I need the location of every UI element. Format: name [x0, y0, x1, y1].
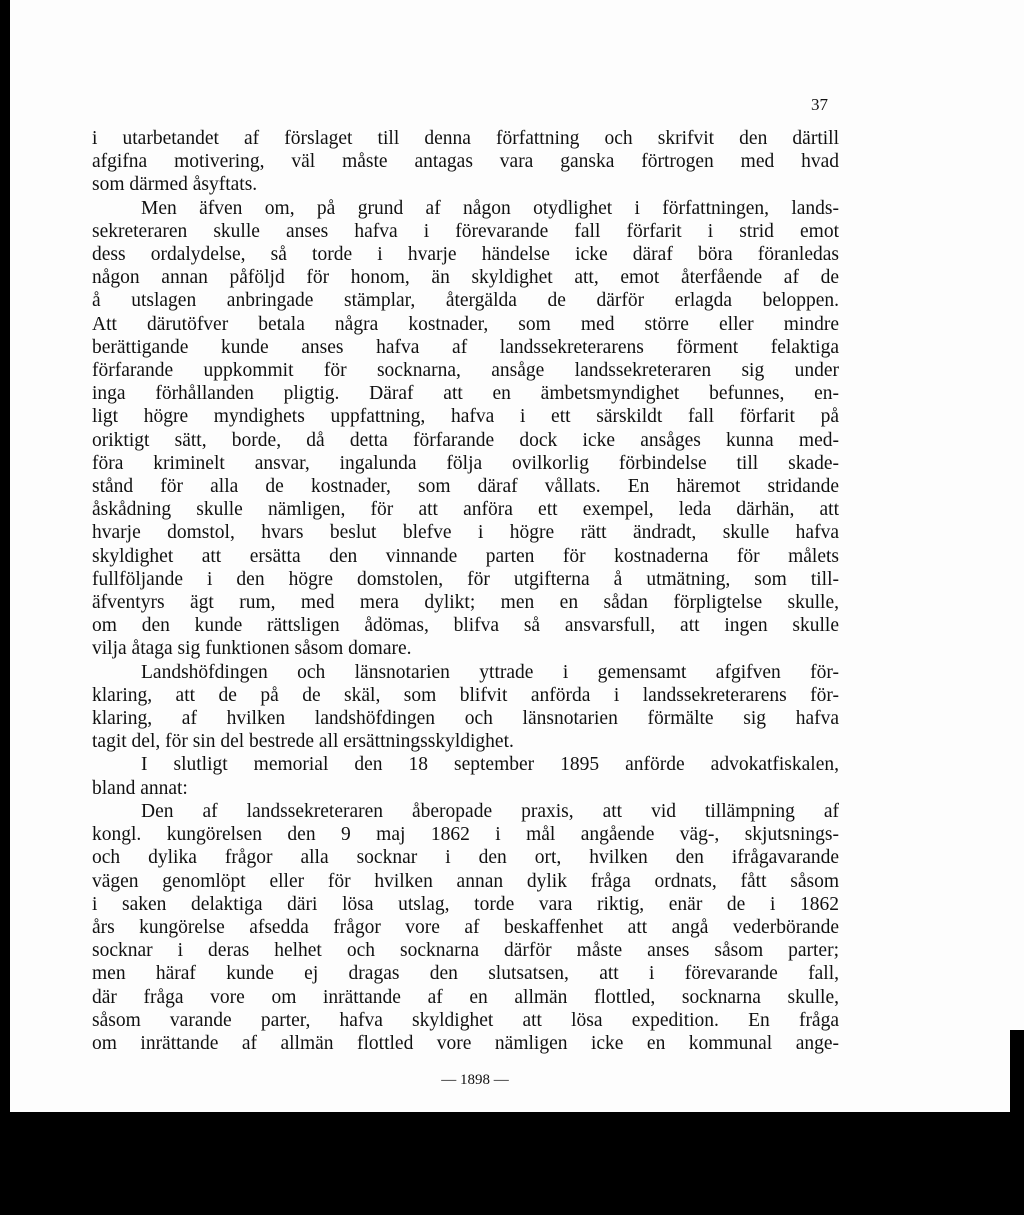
scan-border-left	[0, 0, 10, 1215]
paragraph-2	[92, 197, 839, 661]
text-line: såsom varande parter, hafva skyldighet att lösa expedition. En fråga	[92, 1009, 839, 1031]
text-line: ligt högre myndighets uppfattning, hafva i ett särskildt fall förfarit på	[92, 406, 839, 428]
text-line: dess ordalydelse, så torde i hvarje händelse icke däraf böra föranledas	[92, 244, 839, 266]
text-line: bland annat:	[92, 777, 188, 799]
text-line: i utarbetandet af förslaget till denna författning och skrifvit den därtill	[92, 128, 839, 149]
text-line: Landshöfdingen och länsnotarien yttrade i gemensamt afgifven för-	[141, 661, 839, 683]
paragraph-1	[92, 127, 839, 197]
text-line: berättigande kunde anses hafva af landssekreterarens förment felaktiga	[92, 336, 839, 358]
text-line: Den af landssekreteraren åberopade praxis, att vid tillämpning af	[141, 800, 839, 822]
scan-border-bottom	[0, 1112, 1024, 1215]
text-line: fullföljande i den högre domstolen, för utgifterna å utmätning, som till-	[92, 568, 839, 590]
text-line: skyldighet att ersätta den vinnande parten för kostnaderna för målets	[92, 545, 839, 567]
text-line: förfarande uppkommit för socknarna, ansåge landssekreteraren sig under	[92, 360, 839, 382]
text-line: tagit del, för sin del bestrede all ersättningsskyldighet.	[92, 731, 514, 753]
text-line: kongl. kungörelsen den 9 maj 1862 i mål angående väg-, skjutsnings-	[92, 824, 839, 846]
text-line: och dylika frågor alla socknar i den ort, hvilken den ifrågavarande	[92, 847, 839, 869]
text-line: oriktigt sätt, borde, då detta förfarande dock icke ansåges kunna med-	[92, 429, 839, 451]
text-line: om inrättande af allmän flottled vore nämligen icke en kommunal ange-	[92, 1032, 839, 1054]
text-line: klaring, af hvilken landshöfdingen och länsnotarien förmälte sig hafva	[92, 708, 839, 730]
text-line: Att därutöfver betala några kostnader, som med större eller mindre	[92, 313, 839, 335]
text-line: stånd för alla de kostnader, som däraf vållats. En häremot stridande	[92, 476, 839, 498]
text-line: sekreteraren skulle anses hafva i förevarande fall förfarit i strid emot	[92, 220, 839, 242]
text-line: i saken delaktiga däri lösa utslag, torde vara riktig, enär de i 1862	[92, 893, 839, 915]
text-line: äfventyrs ägt rum, med mera dylikt; men en sådan förpligtelse skulle,	[92, 592, 839, 614]
text-line: åskådning skulle nämligen, för att anföra ett exempel, leda därhän, att	[92, 499, 839, 521]
text-line: I slutligt memorial den 18 september 1895 anförde advokatfiskalen,	[141, 754, 839, 776]
text-line: afgifna motivering, väl måste antagas vara ganska förtrogen med hvad	[92, 151, 839, 173]
text-line: någon annan påföljd för honom, än skyldighet att, emot återfående af de	[92, 267, 839, 289]
footer-year: — 1898 —	[441, 1072, 509, 1088]
text-line: klaring, att de på de skäl, som blifvit anförda i landssekreterarens för-	[92, 684, 839, 706]
paragraph-4	[92, 753, 839, 799]
text-line: vägen genomlöpt eller för hvilken annan dylik fråga ordnats, fått såsom	[92, 870, 839, 892]
body-text	[92, 127, 839, 1055]
text-line: års kungörelse afsedda frågor vore af beskaffenhet att angå vederbörande	[92, 916, 839, 938]
text-line: å utslagen anbringade stämplar, återgälda de därför erlagda beloppen.	[92, 290, 839, 312]
paragraph-3	[92, 661, 839, 754]
text-line: vilja åtaga sig funktionen såsom domare.	[92, 638, 412, 660]
text-line: men häraf kunde ej dragas den slutsatsen, att i förevarande fall,	[92, 963, 839, 985]
text-line: socknar i deras helhet och socknarna därför måste anses såsom parter;	[92, 940, 839, 962]
paragraph-5	[92, 800, 839, 1055]
text-line: inga förhållanden pligtig. Däraf att en ämbetsmyndighet befunnes, en-	[92, 383, 839, 405]
page-number: 37	[811, 95, 828, 114]
text-line: om den kunde rättsligen ådömas, blifva så ansvarsfull, att ingen skulle	[92, 615, 839, 637]
text-line: där fråga vore om inrättande af en allmän flottled, socknarna skulle,	[92, 986, 839, 1008]
text-line: föra kriminelt ansvar, ingalunda följa ovilkorlig förbindelse till skade-	[92, 452, 839, 474]
text-line: som därmed åsyftats.	[92, 174, 258, 196]
scan-border-right	[1010, 1030, 1024, 1215]
text-line: hvarje domstol, hvars beslut blefve i högre rätt ändradt, skulle hafva	[92, 522, 839, 544]
text-line: Men äfven om, på grund af någon otydlighet i författningen, lands-	[141, 197, 839, 219]
